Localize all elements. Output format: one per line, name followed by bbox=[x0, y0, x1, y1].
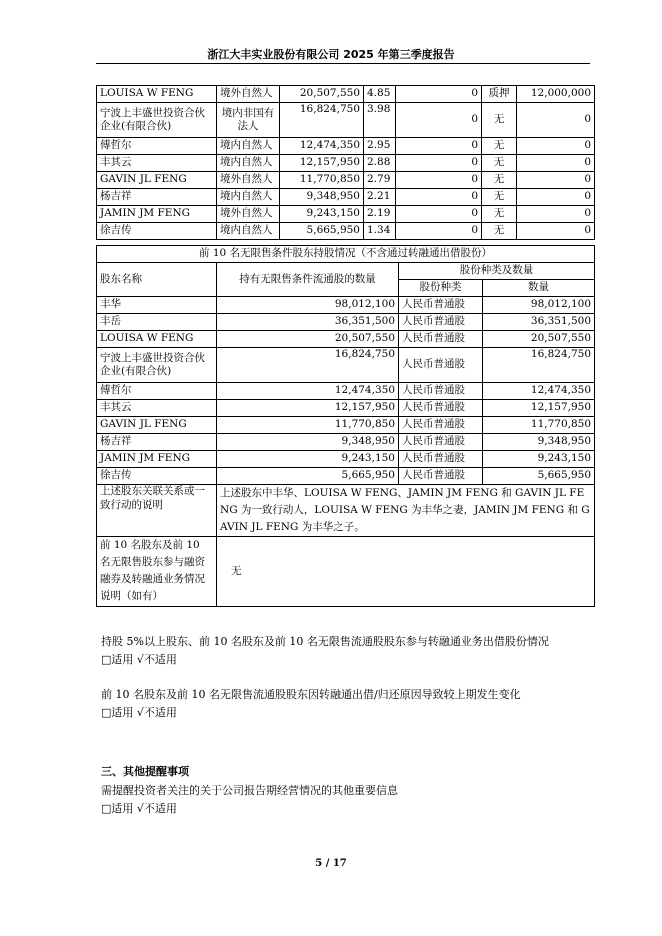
shares-held: 5,665,950 bbox=[280, 223, 364, 240]
shareholder-type: 境外自然人 bbox=[217, 86, 280, 103]
unrestricted-qty: 9,348,950 bbox=[217, 434, 399, 451]
page-header: 浙江大丰实业股份有限公司 2025 年第三季度报告 bbox=[207, 48, 455, 61]
share-ratio: 2.88 bbox=[364, 155, 396, 172]
shareholder-type: 境内自然人 bbox=[217, 189, 280, 206]
table-row bbox=[97, 189, 595, 206]
relation-label: 上述股东关联关系或一致行动的说明 bbox=[97, 485, 217, 537]
shareholder-name: 宁波上丰盛世投资合伙企业(有限合伙) bbox=[97, 348, 217, 383]
pledge-quantity: 0 bbox=[517, 155, 595, 172]
pledge-status: 质押 bbox=[482, 86, 517, 103]
shareholder-name: 杨吉祥 bbox=[97, 434, 217, 451]
share-ratio: 1.34 bbox=[364, 223, 396, 240]
header-rule bbox=[96, 63, 590, 64]
share-type: 人民币普通股 bbox=[399, 297, 483, 314]
pledge-quantity: 0 bbox=[517, 189, 595, 206]
page-number: 5 / 17 bbox=[315, 858, 347, 869]
section-title-row bbox=[97, 246, 595, 263]
col-header-share-qty: 数量 bbox=[483, 280, 595, 297]
shareholder-type: 境内自然人 bbox=[217, 138, 280, 155]
unrestricted-qty: 11,770,850 bbox=[217, 417, 399, 434]
table-row bbox=[97, 206, 595, 223]
shareholder-name: 徐吉传 bbox=[97, 468, 217, 485]
unrestricted-qty: 12,474,350 bbox=[217, 383, 399, 400]
restricted-shares: 0 bbox=[396, 138, 482, 155]
shares-held: 20,507,550 bbox=[280, 86, 364, 103]
share-qty: 12,474,350 bbox=[483, 383, 595, 400]
shareholder-type: 境内非国有法人 bbox=[217, 103, 280, 138]
shares-held: 11,770,850 bbox=[280, 172, 364, 189]
table-row bbox=[97, 223, 595, 240]
table-row bbox=[97, 331, 595, 348]
share-qty: 16,824,750 bbox=[483, 348, 595, 383]
share-qty: 12,157,950 bbox=[483, 400, 595, 417]
shareholder-type: 境内自然人 bbox=[217, 223, 280, 240]
share-type: 人民币普通股 bbox=[399, 383, 483, 400]
share-qty: 11,770,850 bbox=[483, 417, 595, 434]
unrestricted-qty: 9,243,150 bbox=[217, 451, 399, 468]
top-shareholders-table bbox=[96, 85, 595, 240]
margin-trading-text: 无 bbox=[217, 537, 595, 607]
table-row bbox=[97, 172, 595, 189]
unrestricted-section-title: 前 10 名无限售条件股东持股情况（不含通过转融通出借股份） bbox=[97, 246, 595, 263]
pledge-quantity: 0 bbox=[517, 172, 595, 189]
share-ratio: 4.85 bbox=[364, 86, 396, 103]
share-qty: 20,507,550 bbox=[483, 331, 595, 348]
table-row bbox=[97, 138, 595, 155]
table-row bbox=[97, 348, 595, 383]
shares-held: 12,474,350 bbox=[280, 138, 364, 155]
share-type: 人民币普通股 bbox=[399, 314, 483, 331]
restricted-shares: 0 bbox=[396, 223, 482, 240]
shareholder-name: 宁波上丰盛世投资合伙企业(有限合伙) bbox=[97, 103, 217, 138]
table-row bbox=[97, 314, 595, 331]
share-ratio: 2.21 bbox=[364, 189, 396, 206]
table-row bbox=[97, 383, 595, 400]
margin-trading-label: 前 10 名股东及前 10 名无限售股东参与融资融券及转融通业务情况说明（如有） bbox=[97, 537, 217, 607]
restricted-shares: 0 bbox=[396, 189, 482, 206]
share-qty: 98,012,100 bbox=[483, 297, 595, 314]
shareholder-name: LOUISA W FENG bbox=[97, 331, 217, 348]
shareholder-name: 傅哲尔 bbox=[97, 138, 217, 155]
restricted-shares: 0 bbox=[396, 155, 482, 172]
table-row bbox=[97, 103, 595, 138]
shareholder-name: LOUISA W FENG bbox=[97, 86, 217, 103]
share-ratio: 3.98 bbox=[364, 103, 396, 138]
table-row bbox=[97, 434, 595, 451]
note-change-option: □适用 √不适用 bbox=[101, 706, 177, 719]
shareholder-name: JAMIN JM FENG bbox=[97, 451, 217, 468]
pledge-status: 无 bbox=[482, 138, 517, 155]
shareholder-name: GAVIN JL FENG bbox=[97, 172, 217, 189]
shareholder-name: 丰岳 bbox=[97, 314, 217, 331]
shareholder-type: 境外自然人 bbox=[217, 172, 280, 189]
pledge-status: 无 bbox=[482, 189, 517, 206]
pledge-quantity: 0 bbox=[517, 206, 595, 223]
share-type: 人民币普通股 bbox=[399, 417, 483, 434]
share-type: 人民币普通股 bbox=[399, 468, 483, 485]
table-row bbox=[97, 485, 595, 537]
col-header-shareholder-name: 股东名称 bbox=[97, 263, 217, 297]
pledge-status: 无 bbox=[482, 206, 517, 223]
unrestricted-qty: 98,012,100 bbox=[217, 297, 399, 314]
share-type: 人民币普通股 bbox=[399, 331, 483, 348]
shareholder-name: 傅哲尔 bbox=[97, 383, 217, 400]
section3-option: □适用 √不适用 bbox=[101, 802, 177, 815]
unrestricted-shareholders-table bbox=[96, 245, 595, 607]
shares-held: 16,824,750 bbox=[280, 103, 364, 138]
share-type: 人民币普通股 bbox=[399, 434, 483, 451]
shares-held: 12,157,950 bbox=[280, 155, 364, 172]
shares-held: 9,243,150 bbox=[280, 206, 364, 223]
shareholder-name: JAMIN JM FENG bbox=[97, 206, 217, 223]
table-row bbox=[97, 86, 595, 103]
table-row bbox=[97, 417, 595, 434]
pledge-status: 无 bbox=[482, 103, 517, 138]
pledge-quantity: 0 bbox=[517, 103, 595, 138]
section3-text: 需提醒投资者关注的关于公司报告期经营情况的其他重要信息 bbox=[101, 784, 398, 797]
shareholder-name: GAVIN JL FENG bbox=[97, 417, 217, 434]
pledge-quantity: 0 bbox=[517, 223, 595, 240]
unrestricted-qty: 36,351,500 bbox=[217, 314, 399, 331]
table-row bbox=[97, 297, 595, 314]
restricted-shares: 0 bbox=[396, 206, 482, 223]
pledge-status: 无 bbox=[482, 155, 517, 172]
table-row bbox=[97, 451, 595, 468]
share-type: 人民币普通股 bbox=[399, 400, 483, 417]
restricted-shares: 0 bbox=[396, 86, 482, 103]
share-qty: 5,665,950 bbox=[483, 468, 595, 485]
shareholder-name: 杨吉祥 bbox=[97, 189, 217, 206]
note-change-text: 前 10 名股东及前 10 名无限售流通股股东因转融通出借/归还原因导致较上期发生变化 bbox=[101, 688, 521, 701]
note-lending-option: □适用 √不适用 bbox=[101, 653, 177, 666]
share-ratio: 2.19 bbox=[364, 206, 396, 223]
share-qty: 36,351,500 bbox=[483, 314, 595, 331]
shareholder-type: 境内自然人 bbox=[217, 155, 280, 172]
unrestricted-qty: 16,824,750 bbox=[217, 348, 399, 383]
shares-held: 9,348,950 bbox=[280, 189, 364, 206]
table-row bbox=[97, 400, 595, 417]
table-row bbox=[97, 468, 595, 485]
share-qty: 9,243,150 bbox=[483, 451, 595, 468]
pledge-quantity: 0 bbox=[517, 138, 595, 155]
section-title: 三、其他提醒事项 bbox=[101, 765, 189, 778]
pledge-status: 无 bbox=[482, 223, 517, 240]
col-header-share-type: 股份种类 bbox=[399, 280, 483, 297]
pledge-quantity: 12,000,000 bbox=[517, 86, 595, 103]
share-qty: 9,348,950 bbox=[483, 434, 595, 451]
col-header-share-type-group: 股份种类及数量 bbox=[399, 263, 595, 280]
shareholder-name: 徐吉传 bbox=[97, 223, 217, 240]
shareholder-name: 丰其云 bbox=[97, 400, 217, 417]
share-type: 人民币普通股 bbox=[399, 348, 483, 383]
restricted-shares: 0 bbox=[396, 103, 482, 138]
note-lending-text: 持股 5%以上股东、前 10 名股东及前 10 名无限售流通股股东参与转融通业务出借股份情况 bbox=[101, 635, 549, 648]
header-row bbox=[97, 263, 595, 280]
pledge-status: 无 bbox=[482, 172, 517, 189]
shareholder-name: 丰华 bbox=[97, 297, 217, 314]
share-type: 人民币普通股 bbox=[399, 451, 483, 468]
table-row bbox=[97, 537, 595, 607]
unrestricted-qty: 20,507,550 bbox=[217, 331, 399, 348]
shareholder-name: 丰其云 bbox=[97, 155, 217, 172]
unrestricted-qty: 5,665,950 bbox=[217, 468, 399, 485]
share-ratio: 2.79 bbox=[364, 172, 396, 189]
unrestricted-qty: 12,157,950 bbox=[217, 400, 399, 417]
col-header-unrestricted-qty: 持有无限售条件流通股的数量 bbox=[217, 263, 399, 297]
table-row bbox=[97, 155, 595, 172]
shareholder-type: 境外自然人 bbox=[217, 206, 280, 223]
restricted-shares: 0 bbox=[396, 172, 482, 189]
share-ratio: 2.95 bbox=[364, 138, 396, 155]
relation-text: 上述股东中丰华、LOUISA W FENG、JAMIN JM FENG 和 GAVIN JL FENG 为一致行动人，LOUISA W FENG 为丰华之妻，JAMIN JM FENG 和 GAVIN JL FENG 为丰华之子。 bbox=[217, 485, 595, 537]
